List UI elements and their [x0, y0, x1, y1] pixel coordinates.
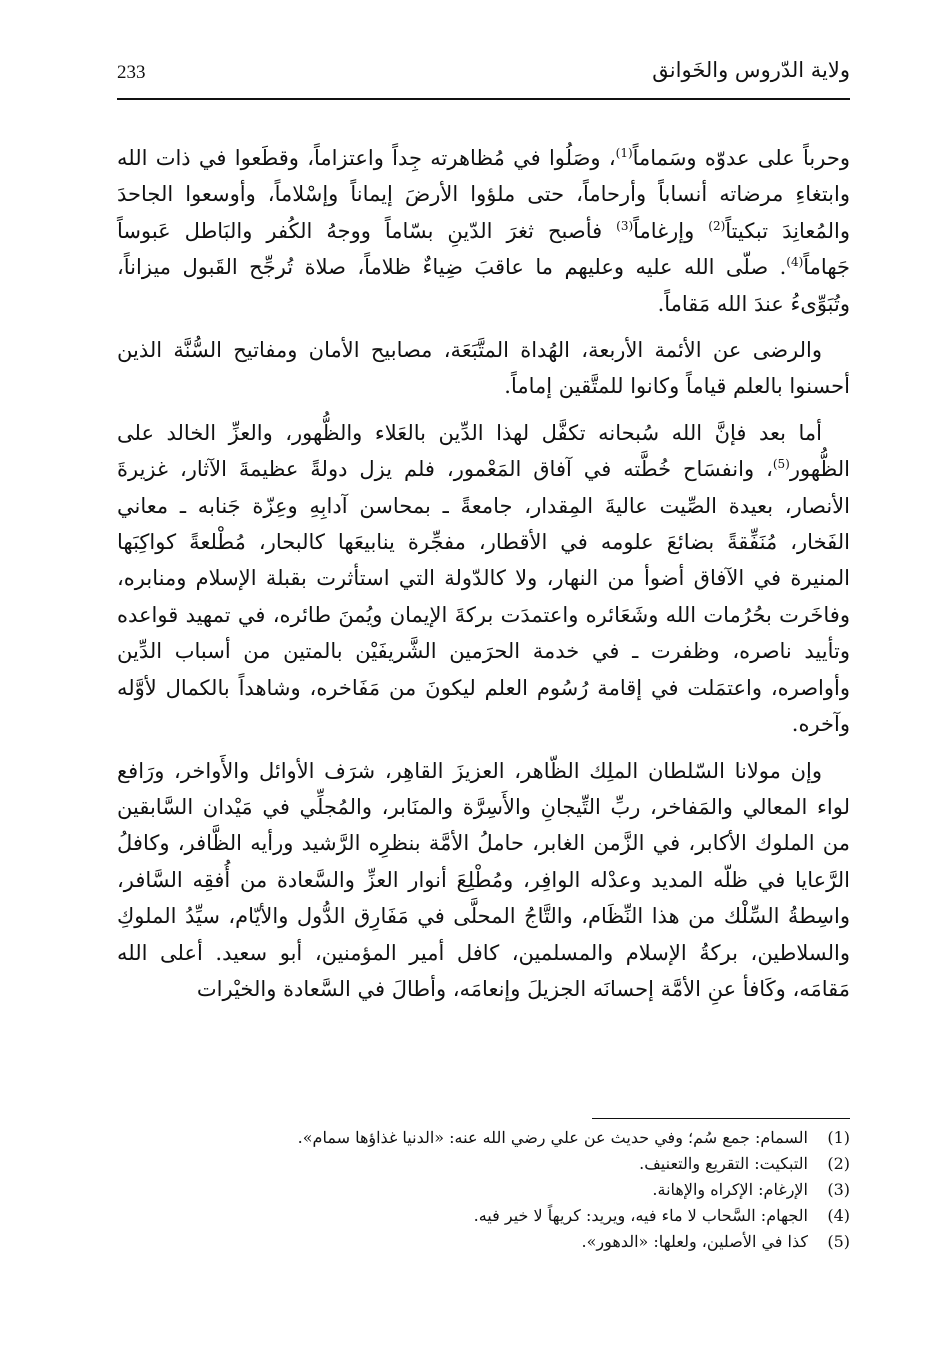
footnote-number: (5): [827, 1232, 850, 1251]
paragraph-text: وإرغاماً: [633, 218, 709, 243]
footnote: [117, 1177, 850, 1203]
paragraph-text: فأصبح ثغرَ الدّينِ بسّاماً ووجهُ الكُفر والبَاطل عَبوساً جَهاماً: [117, 218, 850, 280]
footnote-reference: (5): [772, 457, 790, 472]
footnote-reference: (4): [786, 255, 804, 270]
footnote: [117, 1151, 850, 1177]
page-number: 233: [117, 62, 146, 83]
paragraph-text: ، وانفسَاح خُطَّته في آفاق المَعْمور، فلم يزل دولةً عظيمةَ الآثار، غزيرةَ الأنصار، بعيدة الصِّيت عاليةَ المِقدار، جامعةً ـ بمحاسن آدابِهِ وعِزّة جَنابه ـ معاني الفَخار، مُنَفِّقةً بضائعَ علومه في الأقطار، مفجِّرة ينابيعَها كالبحار، مُطْلعةً كواكِبَها المنيرة في الآفاق أضوأ من النهار، ولا كالدّولة التي استأثرت بقبلة الإسلام ومنابره، وفاخَرت بحُرُمات الله وشَعَائره واعتمدَت بركةَ الإيمان ويُمنَ طائره، في تمهيد قواعده وتأييد ناصره، وظفرت ـ في خدمة الحرَمين الشَّريفَيْن بالمتين من أسباب الدِّين وأواصره، واعتمَلت في إقامة رُسُوم العلم ليكونَ من مَفَاخره، وشاهداً بالكمال لأوَّله وآخره.: [117, 457, 850, 737]
footnote-text: التبكيت: التقريع والتعنيف.: [639, 1154, 808, 1173]
footnotes: [117, 1125, 850, 1255]
body-paragraph: [117, 140, 850, 322]
footnote-text: الإرغام: الإكراه والإهانة.: [652, 1180, 808, 1199]
footnote: [117, 1203, 850, 1229]
running-title: ولاية الدّروس والخَوانق: [652, 58, 850, 82]
paragraph-text: ، وصَلُوا في مُظاهرته جِداً واعتزاماً، وقطَعوا في ذات الله وابتغاءِ مرضاته أنساباً وأرحاماً، حتى ملؤوا الأرضَ إيماناً وإسْلاماً، وأوسعوا الجاحدَ والمُعانِدَ تبكيتاً: [117, 146, 850, 243]
footnote: [117, 1125, 850, 1151]
paragraph-text: وإن مولانا السّلطان الملِك الظّاهر، العزيزَ القاهِر، شرَف الأوائل والأَواخر، ورَافع لواء المعالي والمَفاخر، ربِّ التِّيجانِ والأَسِرَّة والمنَابر، والمُجلِّي في مَيْدان السَّابقين من الملوك الأكابر، في الزَّمن الغابر، حاملُ الأمَّة بنظرِه الرَّشيد ورأيه الظَّافر، وكافلُ الرَّعايا في ظلّه المديد وعدْله الوافِر، ومُطْلِعَ أنوار العزِّ والسَّعادة من أُفقِه السَّافر، واسِطةُ السِّلْك من هذا النِّظَام، والتَّاجُ المحلَّى في مَفَارِق الدُّول والأيّام، سيِّدُ الملوكِ والسلاطين، بركةُ الإسلام والمسلمين، كافل أمير المؤمنين، أبو سعيد. أعلى الله مَقامَه، وكَافأ عنِ الأمَّة إحسانَه الجزيلَ وإنعامَه، وأطالَ في السَّعادة والخيْرات: [117, 758, 850, 1001]
footnote-text: السمام: جمع سُم؛ وفي حديث عن علي رضي الله عنه: «الدنيا غذاؤها سمام».: [297, 1128, 808, 1147]
footnote-rule: [592, 1118, 850, 1119]
footnote-text: كذا في الأصلين، ولعلها: «الدهور».: [581, 1232, 808, 1251]
paragraph-text: والرضى عن الأئمة الأربعة، الهُداة المتَّبَعَة، مصابيح الأمان ومفاتيح السُّنَّة الذين أحسنوا بالعلم قياماً وكانوا للمتَّقين إماماً.: [117, 338, 850, 399]
body-text: [117, 140, 850, 1017]
footnote-number: (3): [827, 1180, 850, 1199]
paragraph-text: أما بعد فإنَّ الله سُبحانه تكفَّل لهذا الدِّين بالعَلاء والظُّهور، والعزِّ الخالد على الظُّهور: [117, 420, 850, 482]
footnote-reference: (3): [616, 218, 634, 233]
body-paragraph: [117, 332, 850, 405]
header-rule: [117, 98, 850, 100]
footnote-number: (4): [827, 1206, 850, 1225]
paragraph-text: . صلّى الله عليه وعليهم ما عاقبَ ضِياءٌ ظلاماً، صلاة تُرجِّح القَبول ميزاناً، وتُبَوِّىءُ عندَ الله مَقاماً.: [117, 255, 850, 316]
footnote-number: (2): [827, 1154, 850, 1173]
footnote: [117, 1229, 850, 1255]
footnote-number: (1): [827, 1128, 850, 1147]
body-paragraph: [117, 753, 850, 1008]
body-paragraph: [117, 415, 850, 743]
footnote-reference: (2): [708, 218, 726, 233]
footnote-reference: (1): [615, 146, 633, 160]
paragraph-text: وحرباً على عدوّه وسَماماً: [632, 146, 850, 170]
page-header: [117, 58, 850, 92]
footnote-text: الجهام: السَّحاب لا ماء فيه، ويريد: كريهاً لا خير فيه.: [473, 1206, 808, 1225]
